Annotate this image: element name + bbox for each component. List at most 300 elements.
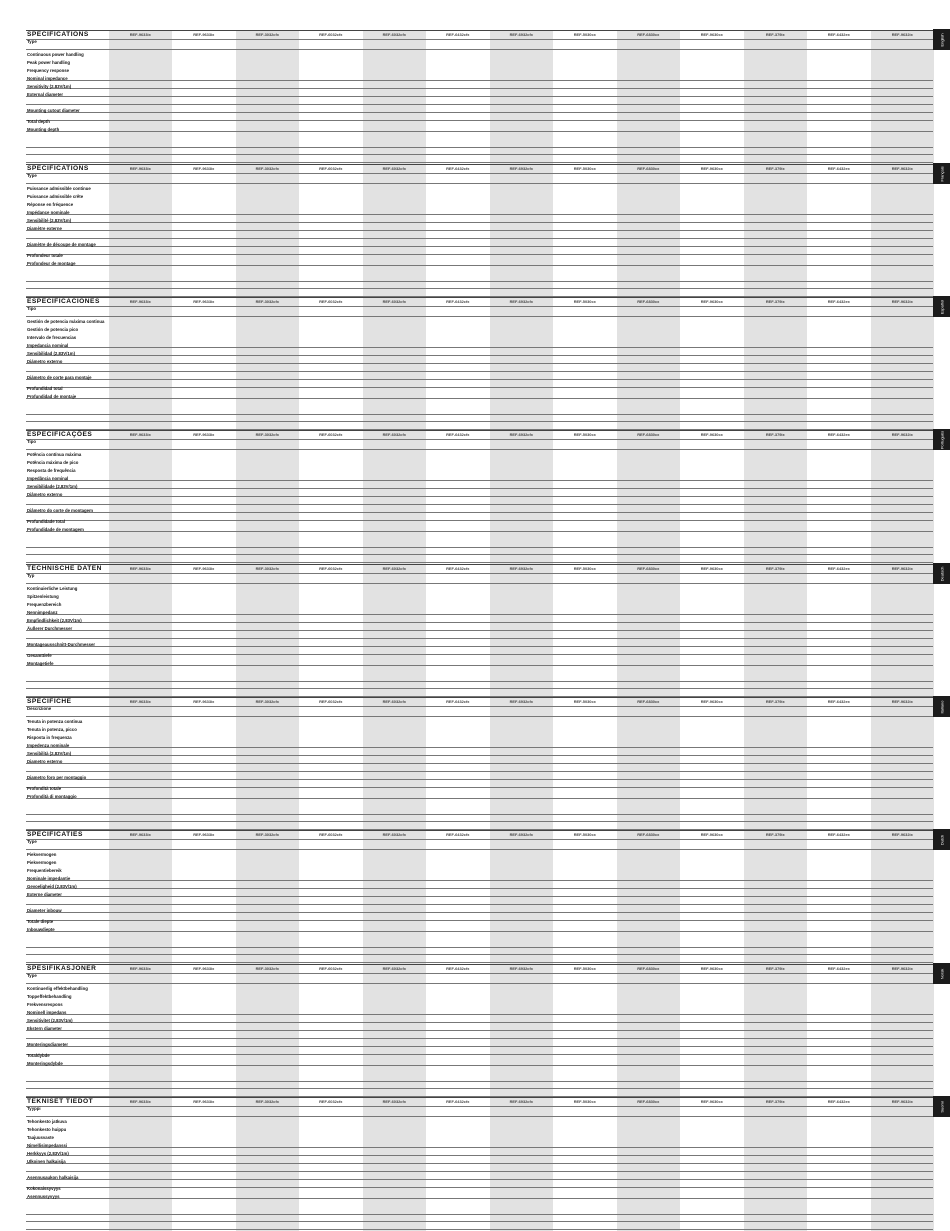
model-header: REF-9630cx (700, 832, 723, 837)
row-divider (26, 630, 933, 631)
shaded-column (871, 30, 935, 164)
model-header: REF-9632ix (891, 699, 913, 704)
row-label: Kokonaissyvyys (27, 1186, 61, 1191)
language-tab-label: Dutch (939, 834, 944, 845)
model-header: REF-6432ex (827, 566, 850, 571)
shaded-column (236, 164, 300, 298)
model-header: REF-5030cx (573, 966, 596, 971)
row-label: Montageausschnitt-Durchmesser (27, 642, 96, 647)
shaded-column (363, 30, 427, 164)
row-label: Gestión de potencia pico (27, 327, 79, 332)
row-divider (26, 1014, 933, 1015)
row-divider (26, 821, 933, 822)
row-divider (26, 962, 933, 963)
model-header: REF-6830cx (637, 832, 660, 837)
model-header: REF-6432cfx (446, 166, 470, 171)
shaded-column (109, 297, 173, 431)
shaded-column (363, 297, 427, 431)
section-top-rule (26, 297, 933, 298)
row-divider (26, 779, 933, 780)
row-label: Diameter inbouw (27, 908, 62, 913)
row-label: Diametro esterno (27, 759, 63, 764)
row-label: Tenuta in potenza continua (27, 719, 83, 724)
row-label: Sensitivity (2.83V/1m) (27, 84, 72, 89)
row-divider (26, 449, 933, 450)
row-divider (26, 520, 933, 521)
section-top-rule (26, 30, 933, 31)
model-header: REF-6432cfx (446, 432, 470, 437)
model-header: REF-6932cfx (509, 1099, 533, 1104)
row-label: Profondeur totale (27, 253, 63, 258)
row-divider (26, 706, 933, 707)
model-header: REF-6432ex (827, 966, 850, 971)
row-label: Potência máxima de pico (27, 460, 79, 465)
row-divider (26, 439, 933, 440)
model-header: REF-3032cfx (255, 32, 279, 37)
shaded-column (617, 1097, 681, 1231)
row-label: Impedenza nominale (27, 743, 70, 748)
model-header: REF-9633ix (129, 566, 151, 571)
row-label: Profundidade de montagem (27, 527, 84, 532)
row-divider (26, 512, 933, 513)
model-header: REF-379ix (765, 32, 785, 37)
model-header: REF-5030cx (573, 299, 596, 304)
model-header: REF-3032cfx (255, 699, 279, 704)
shaded-column (490, 30, 554, 164)
model-header: REF-9633ix (129, 299, 151, 304)
language-tab-label: Italiano (939, 700, 944, 713)
row-label: Profondità totale (27, 786, 62, 791)
spec-section-2 (26, 297, 933, 431)
spec-section-4 (26, 564, 933, 698)
model-header: REF-9633ix (193, 566, 215, 571)
language-tab-label: Français (939, 165, 944, 182)
model-header: REF-6830cx (637, 32, 660, 37)
model-header: REF-9633ix (129, 966, 151, 971)
row-label: Impedância nominal (27, 476, 69, 481)
row-divider (26, 379, 933, 380)
row-divider (26, 1038, 933, 1039)
row-divider (26, 654, 933, 655)
row-label: Nominal impedance (27, 76, 68, 81)
model-header: REF-6932cfx (509, 566, 533, 571)
row-label: External diameter (27, 92, 64, 97)
shaded-column (363, 830, 427, 964)
model-header: REF-3032cfx (255, 566, 279, 571)
model-header: REF-9632ix (891, 432, 913, 437)
model-header: REF-6432cfx (446, 299, 470, 304)
row-label: Type (27, 839, 37, 844)
row-label: Äußerer Durchmesser (27, 626, 73, 631)
model-header: REF-9633ix (193, 432, 215, 437)
spec-section-0 (26, 30, 933, 164)
row-divider (26, 638, 933, 639)
model-header: REF-6830cx (637, 699, 660, 704)
row-label: Profundidad de montaje (27, 394, 77, 399)
model-header: REF-9632ix (891, 166, 913, 171)
row-label: Typ (27, 573, 35, 578)
row-divider (26, 1088, 933, 1089)
row-divider (26, 1116, 933, 1117)
model-header: REF-9630cx (700, 566, 723, 571)
model-header: REF-6432cfx (446, 966, 470, 971)
row-label: Nominale impedantie (27, 876, 71, 881)
row-label: Spitzenleistung (27, 594, 59, 599)
shaded-column (871, 830, 935, 964)
section-title: SPECIFICATIONS (27, 31, 89, 38)
model-header: REF-6830cx (637, 966, 660, 971)
row-label: Totale diepte (27, 919, 54, 924)
row-divider (26, 747, 933, 748)
section-top-rule (26, 564, 933, 565)
shaded-column (490, 564, 554, 698)
row-divider (26, 120, 933, 121)
shaded-column (490, 830, 554, 964)
row-divider (26, 849, 933, 850)
shaded-column (109, 164, 173, 298)
spec-section-7 (26, 964, 933, 1098)
model-header: REF-6032cfx (319, 432, 343, 437)
shaded-column (236, 1097, 300, 1231)
row-divider (26, 288, 933, 289)
section-top-rule (26, 164, 933, 165)
row-label: Ulkoinen halkaisija (27, 1159, 66, 1164)
shaded-column (109, 30, 173, 164)
model-header: REF-6830cx (637, 166, 660, 171)
row-divider (26, 614, 933, 615)
model-header: REF-9632ix (891, 966, 913, 971)
row-label: Peak power handling (27, 60, 70, 65)
model-header: REF-9633ix (129, 832, 151, 837)
language-tab (933, 829, 950, 850)
row-divider (26, 355, 933, 356)
spec-section-6 (26, 830, 933, 964)
model-header: REF-9630cx (700, 166, 723, 171)
section-title: SPECIFICATIONS (27, 165, 89, 172)
row-divider (26, 531, 933, 532)
row-label: Frequenzbereich (27, 602, 62, 607)
model-header: REF-3032cfx (255, 832, 279, 837)
row-divider (26, 681, 933, 682)
row-divider (26, 1147, 933, 1148)
row-divider (26, 265, 933, 266)
model-header: REF-3032cfx (255, 966, 279, 971)
model-header: REF-9633ix (129, 32, 151, 37)
row-divider (26, 798, 933, 799)
shaded-column (490, 297, 554, 431)
model-header: REF-5030cx (573, 832, 596, 837)
shaded-column (490, 964, 554, 1098)
language-tab-label: Deutsch (939, 566, 944, 581)
row-label: Diâmetro externo (27, 492, 63, 497)
row-label: Tenuta in potenza, picco (27, 727, 77, 732)
row-label: Diâmetro do corte de montagem (27, 508, 93, 513)
model-header: REF-6432cfx (446, 32, 470, 37)
model-header: REF-6432ex (827, 699, 850, 704)
shaded-column (871, 1097, 935, 1231)
language-tab (933, 29, 950, 50)
shaded-column (617, 430, 681, 564)
row-divider (26, 947, 933, 948)
row-label: Frequentiebereik (27, 868, 62, 873)
model-header: REF-379ix (765, 166, 785, 171)
row-divider (26, 896, 933, 897)
section-top-rule (26, 697, 933, 698)
shaded-column (744, 30, 808, 164)
row-label: Tyyppi (27, 1106, 41, 1111)
row-divider (26, 480, 933, 481)
shaded-column (617, 964, 681, 1098)
shaded-column (617, 697, 681, 831)
model-header: REF-6432cfx (446, 699, 470, 704)
model-header: REF-379ix (765, 966, 785, 971)
row-divider (26, 246, 933, 247)
row-divider (26, 80, 933, 81)
model-header: REF-6032cfx (382, 1099, 406, 1104)
row-divider (26, 562, 933, 563)
section-title: SPESIFIKASJONER (27, 965, 97, 972)
row-label: Type (27, 973, 37, 978)
model-header: REF-9632ix (891, 1099, 913, 1104)
row-divider (26, 912, 933, 913)
row-label: Profundidade total (27, 519, 65, 524)
row-label: Herkkyys (2,83V/1m) (27, 1151, 69, 1156)
model-header: REF-6432ex (827, 166, 850, 171)
shaded-column (236, 964, 300, 1098)
row-divider (26, 371, 933, 372)
row-label: Kontinuierliche Leistung (27, 586, 78, 591)
shaded-column (617, 564, 681, 698)
model-header: REF-6032cfx (319, 32, 343, 37)
section-top-rule (26, 430, 933, 431)
row-label: Continuous power handling (27, 52, 84, 57)
row-divider (26, 162, 933, 163)
row-divider (26, 888, 933, 889)
model-header: REF-379ix (765, 566, 785, 571)
shaded-column (363, 964, 427, 1098)
row-divider (26, 983, 933, 984)
row-divider (26, 1022, 933, 1023)
model-header: REF-6932cfx (509, 432, 533, 437)
row-label: Mounting cutout diameter (27, 108, 80, 113)
row-divider (26, 839, 933, 840)
model-header: REF-9633ix (129, 699, 151, 704)
row-label: Nimellisimpedanssi (27, 1143, 68, 1148)
shaded-column (109, 697, 173, 831)
model-header: REF-379ix (765, 299, 785, 304)
row-label: Total depth (27, 119, 50, 124)
section-title: TECHNISCHE DATEN (27, 565, 102, 572)
language-tab (933, 963, 950, 984)
section-top-rule (26, 964, 933, 965)
row-label: Gesamttiefe (27, 653, 52, 658)
shaded-column (744, 830, 808, 964)
language-tab-label: Português (939, 430, 944, 449)
section-title: ESPECIFICAÇÕES (27, 431, 93, 438)
model-header: REF-9633ix (193, 32, 215, 37)
model-header: REF-6432cfx (446, 566, 470, 571)
row-label: Ekstern diameter (27, 1026, 62, 1031)
row-label: Diámetro de corte para montaje (27, 375, 92, 380)
shaded-column (617, 30, 681, 164)
row-divider (26, 154, 933, 155)
row-divider (26, 583, 933, 584)
model-header: REF-9633ix (129, 432, 151, 437)
shaded-column (236, 564, 300, 698)
row-label: Monteringsdiameter (27, 1042, 69, 1047)
model-header: REF-5030cx (573, 1099, 596, 1104)
model-header: REF-9633ix (193, 299, 215, 304)
model-header: REF-6032cfx (319, 299, 343, 304)
model-header: REF-6932cfx (509, 966, 533, 971)
section-title: SPECIFICHE (27, 698, 72, 705)
model-header: REF-379ix (765, 1099, 785, 1104)
row-label: Taajuusvaste (27, 1135, 54, 1140)
model-header: REF-6032cfx (382, 299, 406, 304)
row-label: Profondeur de montage (27, 261, 76, 266)
row-label: Monteringsdybde (27, 1061, 63, 1066)
row-label: Descrizione (27, 706, 52, 711)
row-divider (26, 665, 933, 666)
row-divider (26, 1179, 933, 1180)
row-divider (26, 496, 933, 497)
shaded-column (871, 297, 935, 431)
row-divider (26, 254, 933, 255)
shaded-column (363, 430, 427, 564)
row-label: Diamètre de découpe de montage (27, 242, 96, 247)
shaded-column (363, 564, 427, 698)
model-header: REF-9630cx (700, 432, 723, 437)
shaded-column (109, 1097, 173, 1231)
language-tab (933, 563, 950, 584)
language-tab (933, 163, 950, 184)
model-header: REF-6830cx (637, 432, 660, 437)
row-divider (26, 1198, 933, 1199)
row-label: Profundidad total (27, 386, 63, 391)
model-header: REF-6432cfx (446, 1099, 470, 1104)
row-divider (26, 398, 933, 399)
row-label: Empfindlichkeit (2,83V/1m) (27, 618, 82, 623)
model-header: REF-9630cx (700, 1099, 723, 1104)
model-header: REF-6432ex (827, 832, 850, 837)
row-divider (26, 787, 933, 788)
shaded-column (744, 1097, 808, 1231)
shaded-column (363, 1097, 427, 1231)
row-label: Frekvensrespons (27, 1002, 63, 1007)
row-label: Type (27, 39, 37, 44)
row-divider (26, 387, 933, 388)
shaded-column (617, 830, 681, 964)
row-divider (26, 573, 933, 574)
model-header: REF-6432cfx (446, 832, 470, 837)
row-divider (26, 49, 933, 50)
row-divider (26, 421, 933, 422)
row-divider (26, 88, 933, 89)
shaded-column (744, 297, 808, 431)
model-header: REF-9632ix (891, 832, 913, 837)
shaded-column (236, 297, 300, 431)
shaded-column (617, 297, 681, 431)
model-header: REF-6830cx (637, 1099, 660, 1104)
row-label: Kontinuerlig effektbehandling (27, 986, 88, 991)
row-label: Impedancia nominal (27, 343, 69, 348)
spec-section-1 (26, 164, 933, 298)
model-header: REF-9632ix (891, 32, 913, 37)
model-header: REF-6032cfx (382, 699, 406, 704)
row-divider (26, 1106, 933, 1107)
row-divider (26, 238, 933, 239)
row-divider (26, 880, 933, 881)
row-divider (26, 183, 933, 184)
row-divider (26, 1171, 933, 1172)
model-header: REF-9633ix (193, 699, 215, 704)
row-label: Totaldybde (27, 1053, 50, 1058)
row-label: Sensibilità (2,83V/1m) (27, 751, 72, 756)
model-header: REF-6032cfx (382, 832, 406, 837)
model-header: REF-9633ix (193, 832, 215, 837)
model-header: REF-5030cx (573, 166, 596, 171)
row-label: Tehonkesto jatkuva (27, 1119, 67, 1124)
model-header: REF-9632ix (891, 566, 913, 571)
model-header: REF-9630cx (700, 966, 723, 971)
shaded-column (744, 430, 808, 564)
model-header: REF-379ix (765, 699, 785, 704)
model-header: REF-9633ix (129, 166, 151, 171)
row-label: Tehonkesto huippu (27, 1127, 67, 1132)
model-header: REF-9633ix (193, 966, 215, 971)
shaded-column (744, 697, 808, 831)
row-label: Resposta de frequência (27, 468, 76, 473)
shaded-column (490, 697, 554, 831)
row-label: Piekvermogen (27, 860, 57, 865)
model-header: REF-5030cx (573, 32, 596, 37)
model-header: REF-5030cx (573, 432, 596, 437)
row-label: Externe diameter (27, 892, 62, 897)
shaded-column (236, 830, 300, 964)
row-label: Piekvermogen (27, 852, 57, 857)
row-divider (26, 306, 933, 307)
row-divider (26, 1187, 933, 1188)
section-top-rule (26, 830, 933, 831)
row-divider (26, 763, 933, 764)
row-divider (26, 112, 933, 113)
model-header: REF-6032cfx (382, 32, 406, 37)
shaded-column (490, 1097, 554, 1231)
model-header: REF-3032cfx (255, 432, 279, 437)
row-divider (26, 347, 933, 348)
row-label: Réponse en fréquence (27, 202, 74, 207)
model-header: REF-6830cx (637, 566, 660, 571)
shaded-column (236, 30, 300, 164)
row-divider (26, 954, 933, 955)
row-divider (26, 716, 933, 717)
shaded-column (744, 564, 808, 698)
model-header: REF-6032cfx (319, 1099, 343, 1104)
row-label: Potência contínua máxima (27, 452, 82, 457)
model-header: REF-6432ex (827, 299, 850, 304)
row-divider (26, 554, 933, 555)
model-header: REF-6432ex (827, 32, 850, 37)
row-divider (26, 920, 933, 921)
model-header: REF-6830cx (637, 299, 660, 304)
row-divider (26, 414, 933, 415)
language-tab-label: Español (939, 299, 944, 314)
shaded-column (109, 564, 173, 698)
row-label: Impédance nominale (27, 210, 70, 215)
model-header: REF-9630cx (700, 299, 723, 304)
row-divider (26, 646, 933, 647)
row-divider (26, 814, 933, 815)
